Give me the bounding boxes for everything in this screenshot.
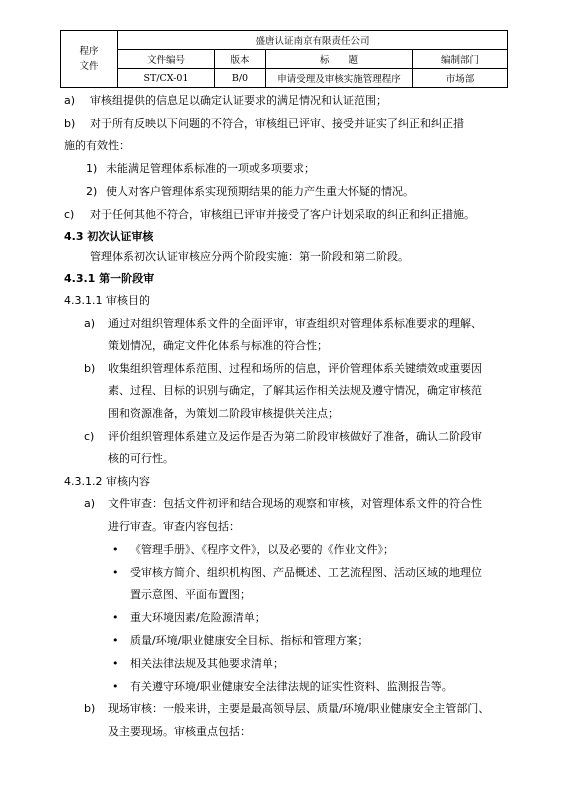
text-line: 对于所有反映以下问题的不符合，审核组已评审、接受并证实了纠正和纠正措 <box>90 117 464 130</box>
val-file-no: ST/CX-01 <box>118 69 215 88</box>
section-heading: 4.3 初次认证审核 <box>64 230 154 243</box>
bullet-icon: • <box>112 611 119 624</box>
text-line: 评价组织管理体系建立及运作是否为第二阶段审核做好了准备，确认二阶段审 <box>108 430 482 443</box>
text-line: 4.3.1.1 审核目的 <box>64 294 150 307</box>
list-marker: a) <box>84 317 96 330</box>
text-line: 对于任何其他不符合，审核组已评审并接受了客户计划采取的纠正和纠正措施。 <box>90 208 475 221</box>
text-line: 置示意图、平面布置图； <box>130 588 251 601</box>
col-title: 标 题 <box>266 50 413 69</box>
text-line: 受审核方简介、组织机构图、产品概述、工艺流程图、活动区域的地理位 <box>130 566 482 579</box>
val-version: B/0 <box>215 69 266 88</box>
list-marker: 2) <box>86 185 98 198</box>
text-line: 审核组提供的信息足以确定认证要求的满足情况和认证范围； <box>90 94 387 107</box>
text-line: 收集组织管理体系范围、过程和场所的信息，评价管理体系关键绩效或重要因 <box>108 362 482 375</box>
text-line: 未能满足管理体系标准的一项或多项要求； <box>106 162 315 175</box>
list-marker: b) <box>84 702 96 715</box>
text-line: 现场审核：一般来讲，主要是最高领导层、质量/环境/职业健康安全主管部门、 <box>108 702 490 715</box>
text-line: 相关法律法规及其他要求清单； <box>130 657 284 670</box>
doc-type-label: 程序 文件 <box>79 46 99 72</box>
list-marker: a) <box>84 497 96 510</box>
text-line: 管理体系初次认证审核应分两个阶段实施：第一阶段和第二阶段。 <box>90 250 409 263</box>
company-name: 盛唐认证南京有限责任公司 <box>118 31 508 50</box>
bullet-icon: • <box>112 543 119 556</box>
list-marker: 1) <box>86 162 98 175</box>
val-title: 申请受理及审核实施管理程序 <box>266 69 413 88</box>
document-header-table <box>60 30 508 88</box>
val-dept: 市场部 <box>413 69 508 88</box>
text-line: 重大环境因素/危险源清单； <box>130 611 266 624</box>
list-marker: b) <box>84 362 96 375</box>
col-file-no: 文件编号 <box>118 50 215 69</box>
text-line: 《管理手册》、《程序文件》，以及必要的《作业文件》； <box>130 543 394 556</box>
text-line: 策划情况，确定文件化体系与标准的符合性； <box>108 339 328 352</box>
text-line: 通过对组织管理体系文件的全面评审，审查组织对管理体系标准要求的理解、 <box>108 317 482 330</box>
list-marker: a) <box>64 94 76 107</box>
text-line: 有关遵守环境/职业健康安全法律法规的证实性资料、监测报告等。 <box>130 680 453 693</box>
text-line: 文件审查：包括文件初评和结合现场的观察和审核，对管理体系文件的符合性 <box>108 497 482 510</box>
bullet-icon: • <box>112 634 119 647</box>
text-line: 4.3.1.2 审核内容 <box>64 475 150 488</box>
text-line: 围和资源准备，为策划二阶段审核提供关注点； <box>108 407 339 420</box>
text-line: 核的可行性。 <box>108 452 174 465</box>
text-line: 进行审查。审查内容包括： <box>108 520 240 533</box>
col-version: 版本 <box>215 50 266 69</box>
text-line: 及主要现场。审核重点包括： <box>108 725 251 738</box>
bullet-icon: • <box>112 657 119 670</box>
text-line: 使人对客户管理体系实现预期结果的能力产生重大怀疑的情况。 <box>106 185 414 198</box>
list-marker: b) <box>64 117 76 130</box>
doc-type-cell <box>61 31 118 88</box>
bullet-icon: • <box>112 566 119 579</box>
list-marker: c) <box>84 430 95 443</box>
section-heading: 4.3.1 第一阶段审 <box>64 272 155 285</box>
text-line: 质量/环境/职业健康安全目标、指标和管理方案； <box>130 634 369 647</box>
bullet-icon: • <box>112 680 119 693</box>
col-dept: 编制部门 <box>413 50 508 69</box>
text-line: 素、过程、目标的识别与确定，了解其运作相关法规及遵守情况，确定审核范 <box>108 384 482 397</box>
list-marker: c) <box>64 208 75 221</box>
text-line: 施的有效性： <box>64 139 130 152</box>
